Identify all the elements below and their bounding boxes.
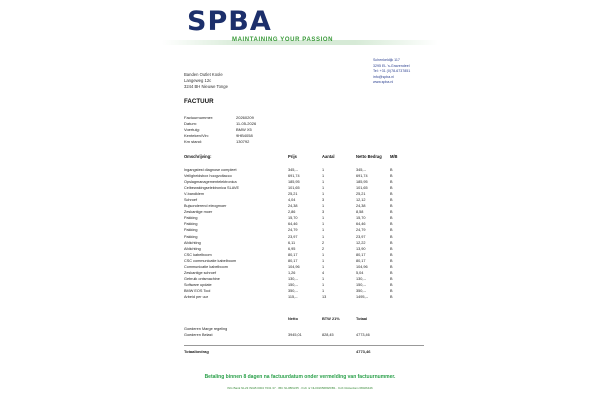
item-price: 4,04 (288, 198, 296, 203)
company-email: info@spba.nl (373, 74, 395, 79)
item-description: Pakking (184, 216, 198, 221)
header-net-amount: Netto Bedrag (356, 154, 382, 159)
item-vat-code: B (390, 186, 393, 191)
item-vat-code: B (390, 240, 393, 245)
grand-total-row (184, 349, 424, 355)
summary-label: Goederen Marge regeling (184, 327, 228, 331)
item-description: Zeskantige moer (184, 210, 213, 215)
item-price: 350,-- (288, 288, 298, 293)
company-address-block (373, 58, 410, 86)
item-price: 23,97 (288, 234, 298, 239)
item-net-amount: 185,95 (356, 180, 368, 185)
item-price: 6,95 (288, 246, 296, 251)
item-description: Pakking (184, 234, 198, 239)
item-vat-code: B (390, 198, 393, 203)
item-price: 64,46 (288, 222, 298, 227)
item-net-amount: 5,04 (356, 270, 364, 275)
item-vat-code: B (390, 270, 393, 275)
item-vat-code: B (390, 204, 393, 209)
item-quantity: 1 (322, 180, 325, 185)
item-price: 150,-- (288, 282, 298, 287)
item-quantity: 3 (322, 198, 325, 203)
item-net-amount: 24,79 (356, 228, 366, 233)
meta-label: Kenteken/Vin: (184, 133, 209, 139)
grand-total-value: 4773,46 (356, 349, 371, 354)
item-net-amount: 23,97 (356, 234, 366, 239)
item-price: 691,74 (288, 174, 300, 179)
item-description: Arbeid per uur (184, 294, 209, 299)
item-vat-code: B (390, 264, 393, 269)
meta-value: 20260209 (236, 115, 254, 120)
summary-vat: 828,45 (322, 333, 334, 337)
meta-value: BMW X5 (236, 127, 252, 133)
table-row (184, 295, 424, 301)
summary-net: 3945,01 (288, 333, 302, 337)
item-description: CSC communicatie kabelboom (184, 258, 237, 263)
summary-header-net: Netto (288, 316, 298, 321)
item-price: 6,11 (288, 240, 296, 245)
summary-header (184, 316, 424, 322)
item-net-amount: 350,-- (356, 288, 366, 293)
meta-label: Factuurnummer: (184, 115, 214, 120)
company-website: www.spba.nl (373, 80, 394, 85)
item-vat-code: B (390, 168, 393, 172)
header-vat: M/B (390, 154, 398, 159)
company-tagline: MAINTAINING YOUR PASSION (232, 37, 334, 43)
item-quantity: 3 (322, 210, 325, 215)
company-logo: SPBA (187, 6, 272, 37)
item-description: Ingangstest diagnose compleet (184, 168, 237, 172)
item-description: BMW EOS Tool (184, 288, 211, 293)
item-vat-code: B (390, 228, 393, 233)
item-net-amount: 24,38 (356, 204, 366, 209)
item-price: 15,70 (288, 216, 298, 221)
meta-label: Voertuig: (184, 127, 200, 133)
company-street: Schenkeldijk 117 (373, 58, 400, 62)
item-quantity: 1 (322, 282, 325, 287)
item-net-amount: 25,21 (356, 192, 366, 197)
item-vat-code: B (390, 192, 393, 197)
item-vat-code: B (390, 288, 393, 293)
item-description: Celbewakingselektronica SLAVE (184, 186, 240, 191)
item-quantity: 1 (322, 276, 325, 281)
recipient-address-block (184, 72, 228, 90)
item-description: Schroef (184, 198, 198, 203)
recipient-name: Banden Outlet Koole (184, 72, 223, 77)
item-quantity: 1 (322, 204, 325, 209)
recipient-street: Langeweg 12c (184, 78, 212, 83)
header-price: Prijs (288, 154, 297, 159)
company-city: 3295 EL 's-Gravendeel (373, 63, 410, 68)
item-description: Zeskantige schroef (184, 270, 217, 275)
summary-label: Goederen Belast (184, 333, 213, 337)
invoice-title: FACTUUR (184, 98, 214, 105)
summary-header-vat: BTW 21% (322, 316, 340, 321)
item-quantity: 1 (322, 252, 325, 257)
item-quantity: 4 (322, 270, 325, 275)
item-vat-code: B (390, 234, 393, 239)
item-net-amount: 80,17 (356, 252, 366, 257)
item-net-amount: 130,-- (356, 276, 366, 281)
summary-header-total: Totaal (356, 316, 368, 321)
item-net-amount: 15,70 (356, 216, 366, 221)
item-quantity: 1 (322, 264, 325, 269)
item-price: 80,17 (288, 252, 298, 257)
summary-row (184, 333, 424, 339)
item-price: 130,-- (288, 276, 298, 281)
item-quantity: 1 (322, 288, 325, 293)
item-description: Opslagmanagementelektronica (184, 180, 237, 185)
item-description: Veiligheidsbox hoogvoltacco (184, 174, 232, 179)
item-price: 2,86 (288, 210, 296, 215)
item-vat-code: B (390, 294, 393, 299)
item-price: 24,79 (288, 228, 298, 233)
item-price: 101,65 (288, 186, 300, 191)
item-vat-code: B (390, 222, 393, 227)
item-vat-code: B (390, 252, 393, 257)
item-description: Pakking (184, 222, 198, 227)
item-quantity: 1 (322, 222, 325, 227)
item-net-amount: 13,90 (356, 246, 366, 251)
item-quantity: 1 (322, 234, 325, 239)
items-table-body (184, 168, 424, 301)
item-price: 185,95 (288, 180, 300, 185)
item-vat-code: B (390, 276, 393, 281)
recipient-city: 3244 BH Nieuwe Tonge (184, 84, 228, 89)
item-net-amount: 12,22 (356, 240, 366, 245)
grand-total-label: Totaalbedrag (184, 349, 209, 354)
header-description: Omschrijving: (184, 154, 212, 159)
item-description: Gebruik ontsmachine (184, 276, 220, 281)
item-price: 80,17 (288, 258, 298, 263)
item-net-amount: 12,12 (356, 198, 366, 203)
item-vat-code: B (390, 174, 393, 179)
header-quantity: Aantal (322, 154, 335, 159)
invoice-page (162, 0, 438, 400)
item-net-amount: 101,65 (356, 186, 368, 191)
invoice-meta (184, 115, 256, 145)
item-net-amount: 150,-- (356, 282, 366, 287)
item-quantity: 1 (322, 228, 325, 233)
item-quantity: 1 (322, 186, 325, 191)
item-quantity: 1 (322, 168, 325, 172)
item-price: 24,38 (288, 204, 298, 209)
item-net-amount: 80,17 (356, 258, 366, 263)
item-price: 345,-- (288, 168, 298, 172)
item-vat-code: B (390, 180, 393, 185)
item-net-amount: 8,58 (356, 210, 364, 215)
item-net-amount: 104,96 (356, 264, 368, 269)
meta-value: 9HB4058 (236, 133, 253, 139)
item-quantity: 1 (322, 216, 325, 221)
item-price: 115,-- (288, 294, 298, 299)
items-table-header (184, 154, 424, 160)
payment-note: Betaling binnen 8 dagen na factuurdatum onder vermelding van factuurnummer. (204, 374, 396, 380)
item-quantity: 1 (322, 192, 325, 197)
item-price: 104,96 (288, 264, 300, 269)
item-description: Afdichting (184, 246, 201, 251)
item-vat-code: B (390, 210, 393, 215)
item-description: Communicatie kabelboom (184, 264, 228, 269)
item-description: CSC kabelboom (184, 252, 212, 257)
item-price: 1,26 (288, 270, 296, 275)
meta-value: 11-05-2026 (236, 121, 257, 127)
item-vat-code: B (390, 282, 393, 287)
item-quantity: 1 (322, 174, 325, 179)
item-net-amount: 345,-- (356, 168, 366, 172)
bank-footer: ING Bank NL23 INGB 0004 7031 37 · IBC NL0BNL55 · KvK nr NL00165689/0/B1 · KvK Rotterdam 68026446 (227, 386, 373, 390)
item-vat-code: B (390, 246, 393, 251)
company-phone: Tel: +31 (0)78-6737851 (373, 69, 411, 74)
meta-label: Datum: (184, 121, 197, 127)
item-price: 25,21 (288, 192, 298, 197)
item-quantity: 2 (322, 246, 325, 251)
item-description: Software update (184, 282, 212, 287)
item-vat-code: B (390, 216, 393, 221)
item-net-amount: 64,46 (356, 222, 366, 227)
summary-total: 4773,46 (356, 333, 370, 337)
item-description: Bujsonderend eleogmoer (184, 204, 227, 209)
item-quantity: 13 (322, 294, 327, 299)
item-description: Pakking (184, 228, 198, 233)
item-net-amount: 1495,-- (356, 294, 369, 299)
item-net-amount: 691,74 (356, 174, 368, 179)
divider (184, 345, 424, 346)
item-quantity: 1 (322, 258, 325, 263)
item-description: V-bandklem (184, 192, 205, 197)
meta-label: Km stand: (184, 139, 203, 145)
meta-value: 130792 (236, 139, 250, 145)
item-description: Afdichting (184, 240, 201, 245)
item-vat-code: B (390, 258, 393, 263)
meta-row (184, 139, 256, 145)
item-quantity: 2 (322, 240, 325, 245)
